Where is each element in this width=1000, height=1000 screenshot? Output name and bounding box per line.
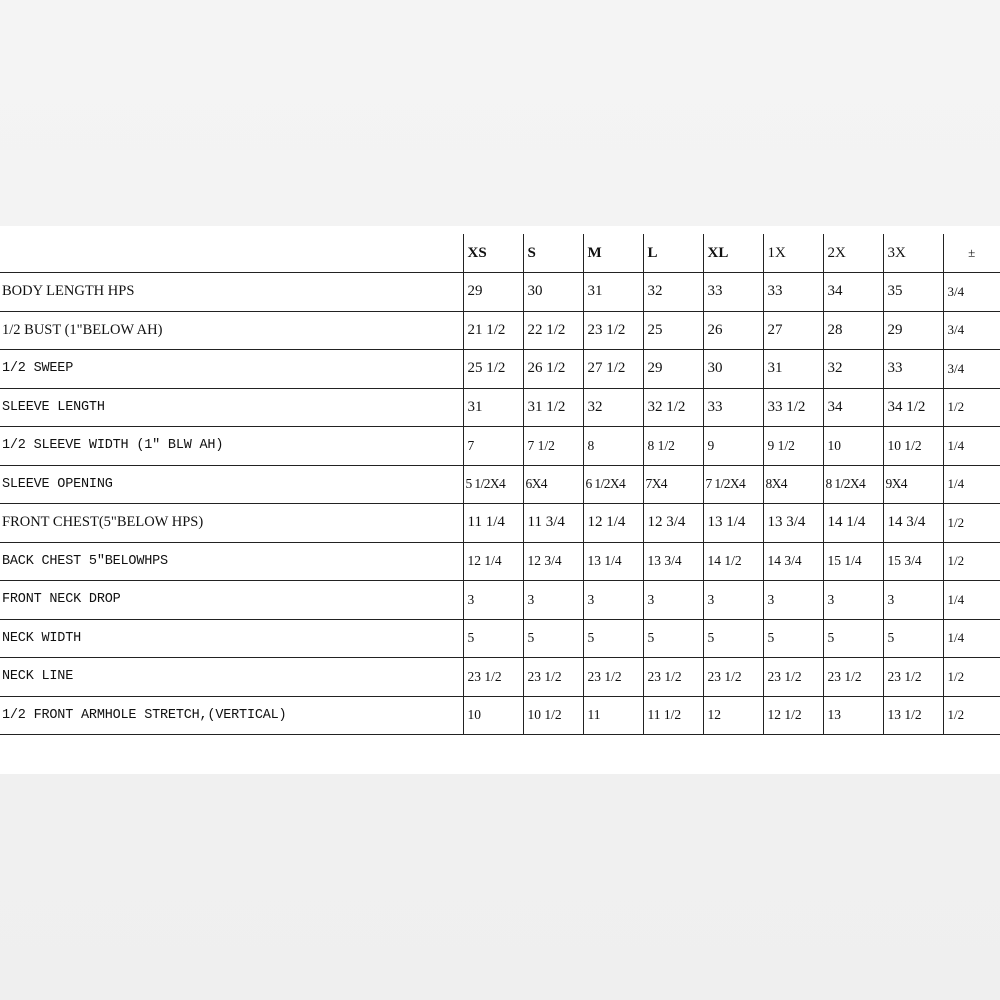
measurement-value: 13 1/4 bbox=[703, 504, 763, 543]
measurement-value: 3 bbox=[763, 581, 823, 620]
measurement-value: 35 bbox=[883, 273, 943, 312]
measurement-value: 14 3/4 bbox=[763, 542, 823, 581]
size-chart-sheet bbox=[0, 226, 1000, 774]
measurement-value: 12 1/4 bbox=[463, 542, 523, 581]
measurement-value: 34 1/2 bbox=[883, 388, 943, 427]
measurement-value: 5 bbox=[823, 619, 883, 658]
measurement-value: 23 1/2 bbox=[823, 658, 883, 697]
measurement-value: 31 1/2 bbox=[523, 388, 583, 427]
table-row bbox=[0, 542, 1000, 581]
header-label-cell bbox=[0, 234, 463, 273]
measurement-value: 21 1/2 bbox=[463, 311, 523, 350]
measurement-value: 23 1/2 bbox=[643, 658, 703, 697]
measurement-value: 3 bbox=[643, 581, 703, 620]
table-row bbox=[0, 427, 1000, 466]
measurement-value: 28 bbox=[823, 311, 883, 350]
measurement-label: 1/2 SLEEVE WIDTH (1" BLW AH) bbox=[0, 427, 463, 466]
measurement-value: 5 bbox=[463, 619, 523, 658]
measurement-value: 32 1/2 bbox=[643, 388, 703, 427]
measurement-value: 33 bbox=[883, 350, 943, 389]
size-chart-body bbox=[0, 273, 1000, 735]
header-size-1x: 1X bbox=[763, 234, 823, 273]
measurement-value: 3 bbox=[703, 581, 763, 620]
measurement-value: 3 bbox=[583, 581, 643, 620]
header-size-xl: XL bbox=[703, 234, 763, 273]
measurement-label: BACK CHEST 5"BELOWHPS bbox=[0, 542, 463, 581]
measurement-label: FRONT CHEST(5"BELOW HPS) bbox=[0, 504, 463, 543]
measurement-value: 23 1/2 bbox=[523, 658, 583, 697]
measurement-value: 26 1/2 bbox=[523, 350, 583, 389]
measurement-value: 15 3/4 bbox=[883, 542, 943, 581]
measurement-value: 7 bbox=[463, 427, 523, 466]
measurement-value: 34 bbox=[823, 273, 883, 312]
measurement-value: 12 1/2 bbox=[763, 696, 823, 735]
table-row bbox=[0, 465, 1000, 504]
measurement-value: 23 1/2 bbox=[703, 658, 763, 697]
measurement-value: 23 1/2 bbox=[463, 658, 523, 697]
tolerance-value: 1/4 bbox=[943, 619, 1000, 658]
measurement-value: 3 bbox=[523, 581, 583, 620]
measurement-value: 23 1/2 bbox=[763, 658, 823, 697]
measurement-label: 1/2 SWEEP bbox=[0, 350, 463, 389]
measurement-value: 25 bbox=[643, 311, 703, 350]
measurement-value: 6X4 bbox=[523, 465, 583, 504]
measurement-value: 30 bbox=[703, 350, 763, 389]
measurement-value: 5 bbox=[643, 619, 703, 658]
measurement-label: SLEEVE OPENING bbox=[0, 465, 463, 504]
measurement-label: NECK WIDTH bbox=[0, 619, 463, 658]
measurement-value: 12 3/4 bbox=[643, 504, 703, 543]
table-row bbox=[0, 619, 1000, 658]
measurement-value: 11 bbox=[583, 696, 643, 735]
measurement-value: 12 bbox=[703, 696, 763, 735]
measurement-value: 27 1/2 bbox=[583, 350, 643, 389]
measurement-value: 27 bbox=[763, 311, 823, 350]
measurement-value: 8 1/2 bbox=[643, 427, 703, 466]
tolerance-value: 1/2 bbox=[943, 542, 1000, 581]
measurement-value: 9X4 bbox=[883, 465, 943, 504]
measurement-value: 33 1/2 bbox=[763, 388, 823, 427]
measurement-value: 5 bbox=[703, 619, 763, 658]
measurement-value: 13 3/4 bbox=[763, 504, 823, 543]
measurement-value: 14 1/2 bbox=[703, 542, 763, 581]
measurement-label: SLEEVE LENGTH bbox=[0, 388, 463, 427]
measurement-value: 10 bbox=[823, 427, 883, 466]
measurement-value: 22 1/2 bbox=[523, 311, 583, 350]
header-size-2x: 2X bbox=[823, 234, 883, 273]
table-row bbox=[0, 658, 1000, 697]
measurement-value: 12 3/4 bbox=[523, 542, 583, 581]
measurement-value: 31 bbox=[463, 388, 523, 427]
measurement-value: 30 bbox=[523, 273, 583, 312]
table-row bbox=[0, 696, 1000, 735]
measurement-value: 3 bbox=[823, 581, 883, 620]
measurement-value: 3 bbox=[883, 581, 943, 620]
measurement-label: 1/2 FRONT ARMHOLE STRETCH,(VERTICAL) bbox=[0, 696, 463, 735]
table-row bbox=[0, 581, 1000, 620]
measurement-value: 5 bbox=[883, 619, 943, 658]
header-size-xs: XS bbox=[463, 234, 523, 273]
measurement-value: 11 1/4 bbox=[463, 504, 523, 543]
header-tolerance: ± bbox=[943, 234, 1000, 273]
measurement-value: 26 bbox=[703, 311, 763, 350]
measurement-value: 7 1/2 bbox=[523, 427, 583, 466]
header-size-3x: 3X bbox=[883, 234, 943, 273]
measurement-value: 33 bbox=[763, 273, 823, 312]
measurement-value: 3 bbox=[463, 581, 523, 620]
tolerance-value: 1/2 bbox=[943, 658, 1000, 697]
measurement-label: FRONT NECK DROP bbox=[0, 581, 463, 620]
measurement-value: 33 bbox=[703, 388, 763, 427]
measurement-value: 32 bbox=[823, 350, 883, 389]
tolerance-value: 1/4 bbox=[943, 581, 1000, 620]
tolerance-value: 3/4 bbox=[943, 273, 1000, 312]
table-row bbox=[0, 273, 1000, 312]
measurement-value: 9 1/2 bbox=[763, 427, 823, 466]
header-row bbox=[0, 234, 1000, 273]
measurement-value: 6 1/2X4 bbox=[583, 465, 643, 504]
measurement-value: 32 bbox=[583, 388, 643, 427]
measurement-value: 10 1/2 bbox=[523, 696, 583, 735]
measurement-value: 34 bbox=[823, 388, 883, 427]
tolerance-value: 3/4 bbox=[943, 350, 1000, 389]
header-size-s: S bbox=[523, 234, 583, 273]
measurement-value: 7 1/2X4 bbox=[703, 465, 763, 504]
measurement-label: NECK LINE bbox=[0, 658, 463, 697]
measurement-value: 13 1/2 bbox=[883, 696, 943, 735]
measurement-value: 14 1/4 bbox=[823, 504, 883, 543]
table-row bbox=[0, 504, 1000, 543]
tolerance-value: 1/2 bbox=[943, 504, 1000, 543]
header-size-l: L bbox=[643, 234, 703, 273]
tolerance-value: 1/4 bbox=[943, 465, 1000, 504]
measurement-value: 33 bbox=[703, 273, 763, 312]
table-row bbox=[0, 311, 1000, 350]
measurement-value: 5 bbox=[523, 619, 583, 658]
tolerance-value: 1/4 bbox=[943, 427, 1000, 466]
measurement-value: 8X4 bbox=[763, 465, 823, 504]
measurement-value: 23 1/2 bbox=[583, 658, 643, 697]
measurement-value: 5 bbox=[583, 619, 643, 658]
size-chart-table bbox=[0, 234, 1000, 735]
measurement-value: 5 bbox=[763, 619, 823, 658]
tolerance-value: 3/4 bbox=[943, 311, 1000, 350]
measurement-value: 11 1/2 bbox=[643, 696, 703, 735]
header-size-m: M bbox=[583, 234, 643, 273]
measurement-value: 14 3/4 bbox=[883, 504, 943, 543]
measurement-value: 29 bbox=[883, 311, 943, 350]
measurement-value: 13 3/4 bbox=[643, 542, 703, 581]
measurement-value: 8 1/2X4 bbox=[823, 465, 883, 504]
measurement-value: 12 1/4 bbox=[583, 504, 643, 543]
tolerance-value: 1/2 bbox=[943, 696, 1000, 735]
measurement-value: 10 bbox=[463, 696, 523, 735]
measurement-value: 7X4 bbox=[643, 465, 703, 504]
tolerance-value: 1/2 bbox=[943, 388, 1000, 427]
measurement-value: 25 1/2 bbox=[463, 350, 523, 389]
measurement-value: 31 bbox=[583, 273, 643, 312]
measurement-value: 23 1/2 bbox=[583, 311, 643, 350]
measurement-value: 23 1/2 bbox=[883, 658, 943, 697]
table-row bbox=[0, 350, 1000, 389]
measurement-value: 11 3/4 bbox=[523, 504, 583, 543]
measurement-value: 13 bbox=[823, 696, 883, 735]
measurement-value: 13 1/4 bbox=[583, 542, 643, 581]
measurement-value: 31 bbox=[763, 350, 823, 389]
measurement-label: 1/2 BUST (1"BELOW AH) bbox=[0, 311, 463, 350]
measurement-value: 29 bbox=[643, 350, 703, 389]
measurement-value: 32 bbox=[643, 273, 703, 312]
measurement-value: 10 1/2 bbox=[883, 427, 943, 466]
table-row bbox=[0, 388, 1000, 427]
measurement-value: 29 bbox=[463, 273, 523, 312]
measurement-label: BODY LENGTH HPS bbox=[0, 273, 463, 312]
measurement-value: 9 bbox=[703, 427, 763, 466]
measurement-value: 15 1/4 bbox=[823, 542, 883, 581]
measurement-value: 8 bbox=[583, 427, 643, 466]
measurement-value: 5 1/2X4 bbox=[463, 465, 523, 504]
